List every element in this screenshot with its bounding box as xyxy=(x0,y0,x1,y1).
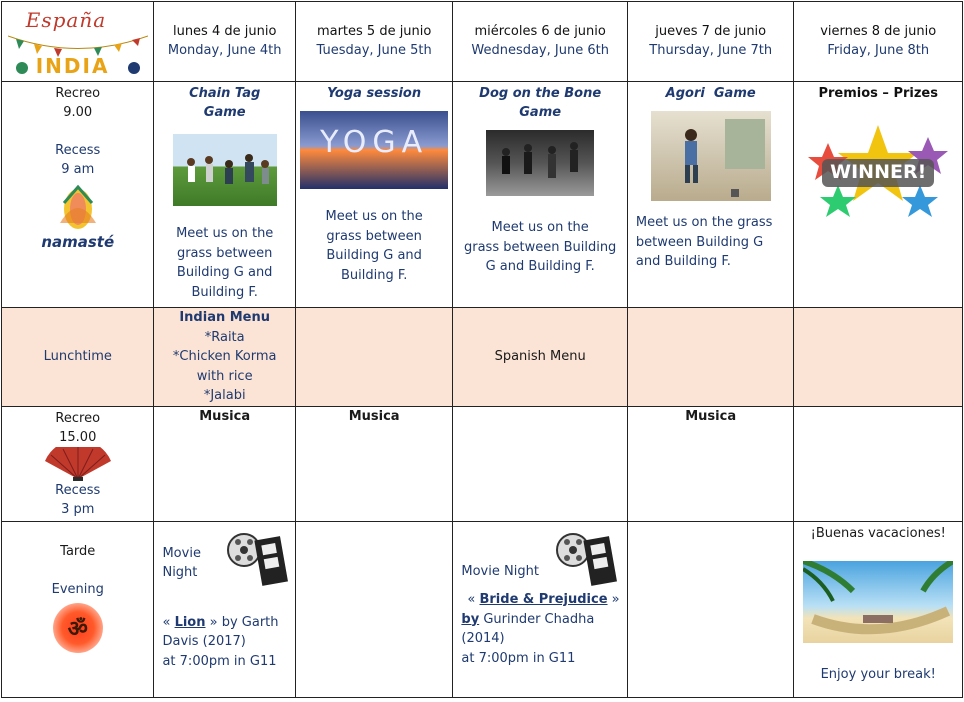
namaste-icon xyxy=(38,183,118,263)
spanish-menu: Spanish Menu xyxy=(494,349,586,365)
hammock-beach-photo xyxy=(803,561,953,643)
wednesday-activity-cell xyxy=(453,82,628,308)
holiday-cell xyxy=(794,521,963,697)
prizes-title: Premios – Prizes xyxy=(818,86,938,101)
logo-cell xyxy=(2,2,154,82)
recess-pm-en: Recess xyxy=(55,482,101,498)
afternoon-recess-row xyxy=(2,406,963,521)
day-header-tuesday xyxy=(295,2,452,82)
monday-activity-cell xyxy=(154,82,295,308)
day-header-wednesday xyxy=(453,2,628,82)
lunch-fri-cell xyxy=(794,308,963,407)
dog-bone-description: Meet us on the grass between Building G and Building F. xyxy=(463,220,617,274)
chain-tag-description: Meet us on the grass between Building G and Building F. xyxy=(176,226,274,300)
music-mon-cell xyxy=(154,406,295,521)
movie-bride-details: « Bride & Prejudice » by Gurinder Chadha (2014) at 7:00pm in G11 xyxy=(461,592,620,666)
recess-am-es: Recreo xyxy=(55,86,101,101)
enjoy-break-text: Enjoy your break! xyxy=(820,666,936,682)
menu-item: *Raita xyxy=(204,329,245,345)
film-reel-icon xyxy=(555,530,617,586)
music-label: Musica xyxy=(685,408,737,424)
header-row xyxy=(2,2,963,82)
day-en: Monday, June 4th xyxy=(167,43,282,58)
day-es: miércoles 6 de junio xyxy=(474,24,606,39)
day-header-thursday xyxy=(627,2,794,82)
music-label: Musica xyxy=(348,408,400,424)
film-title-lion[interactable]: Lion xyxy=(174,614,206,630)
winner-badge xyxy=(808,123,948,223)
espana-india-logo xyxy=(8,6,148,76)
evening-en: Evening xyxy=(51,581,104,597)
thursday-activity-cell xyxy=(627,82,794,308)
namaste-text: namasté xyxy=(41,233,115,251)
agori-photo xyxy=(651,111,771,201)
winner-text: WINNER! xyxy=(830,161,927,183)
recess-pm-en-time: 3 pm xyxy=(61,501,95,517)
lunch-label-cell xyxy=(2,308,154,407)
chain-tag-title: Chain Tag Game xyxy=(189,86,261,120)
movie-night-wed-cell xyxy=(453,521,628,697)
day-es: lunes 4 de junio xyxy=(172,24,277,39)
evening-label-cell xyxy=(2,521,154,697)
film-reel-icon xyxy=(226,530,288,586)
dog-bone-photo xyxy=(486,130,594,196)
yoga-photo-text: YOGA xyxy=(320,125,429,160)
indian-menu-title: Indian Menu xyxy=(179,310,271,325)
day-es: viernes 8 de junio xyxy=(820,24,937,39)
indian-menu xyxy=(154,308,294,406)
yoga-description: Meet us on the grass between Building G and Building F. xyxy=(325,209,423,283)
day-en: Wednesday, June 6th xyxy=(471,43,609,58)
friday-activity-cell xyxy=(794,82,963,308)
recess-am-en: Recess xyxy=(55,143,101,158)
agori-title: Agori Game xyxy=(665,86,756,101)
recess-am-label-cell xyxy=(2,82,154,308)
music-thu-cell xyxy=(627,406,794,521)
evening-tue-cell xyxy=(295,521,452,697)
music-label: Musica xyxy=(199,408,251,424)
day-en: Thursday, June 7th xyxy=(649,43,773,58)
music-tue-cell xyxy=(295,406,452,521)
recess-pm-wed-cell xyxy=(453,406,628,521)
morning-recess-row xyxy=(2,82,963,308)
lunch-row xyxy=(2,308,963,407)
day-en: Tuesday, June 5th xyxy=(316,43,432,58)
movie-night-mon-title: Movie Night xyxy=(162,545,201,580)
recess-pm-fri-cell xyxy=(794,406,963,521)
lunch-thu-cell xyxy=(627,308,794,407)
day-en: Friday, June 8th xyxy=(827,43,930,58)
tuesday-activity-cell xyxy=(295,82,452,308)
yoga-title: Yoga session xyxy=(327,86,422,101)
recess-am-en-time: 9 am xyxy=(61,162,95,177)
lunchtime-label: Lunchtime xyxy=(43,349,112,365)
dog-bone-title: Dog on the Bone Game xyxy=(479,86,602,120)
agori-description: Meet us on the grass between Building G and Building F. xyxy=(635,215,773,269)
chain-tag-photo xyxy=(173,134,277,206)
recess-pm-label-cell xyxy=(2,406,154,521)
spanish-menu-cell xyxy=(453,308,628,407)
day-header-monday xyxy=(154,2,295,82)
evening-row xyxy=(2,521,963,697)
fan-icon xyxy=(43,447,113,481)
menu-item: with rice xyxy=(196,368,253,384)
day-es: jueves 7 de junio xyxy=(655,24,767,39)
recess-pm-es: Recreo xyxy=(55,410,101,426)
logo-espana-text: España xyxy=(25,8,107,32)
film-title-bride-prejudice[interactable]: Bride & Prejudice xyxy=(479,592,608,607)
weekly-schedule-table xyxy=(1,1,963,698)
evening-es: Tarde xyxy=(60,543,96,559)
day-es: martes 5 de junio xyxy=(316,24,432,39)
movie-night-wed-title: Movie Night xyxy=(461,563,539,579)
menu-item: *Jalabi xyxy=(203,388,246,403)
buenas-vacaciones-text: ¡Buenas vacaciones! xyxy=(810,525,946,541)
om-symbol: ॐ xyxy=(67,616,88,642)
movie-night-mon-cell xyxy=(154,521,295,697)
recess-pm-es-time: 15.00 xyxy=(59,429,97,445)
logo-india-text: INDIA xyxy=(35,54,110,78)
evening-thu-cell xyxy=(627,521,794,697)
menu-item: *Chicken Korma xyxy=(172,349,277,364)
movie-lion-details: « Lion » by Garth Davis (2017) at 7:00pm in G11 xyxy=(162,614,279,669)
indian-menu-cell xyxy=(154,308,295,407)
recess-am-es-time: 9.00 xyxy=(63,105,93,120)
lunch-tue-cell xyxy=(295,308,452,407)
om-icon xyxy=(53,603,103,653)
yoga-photo xyxy=(300,111,448,189)
day-header-friday xyxy=(794,2,963,82)
